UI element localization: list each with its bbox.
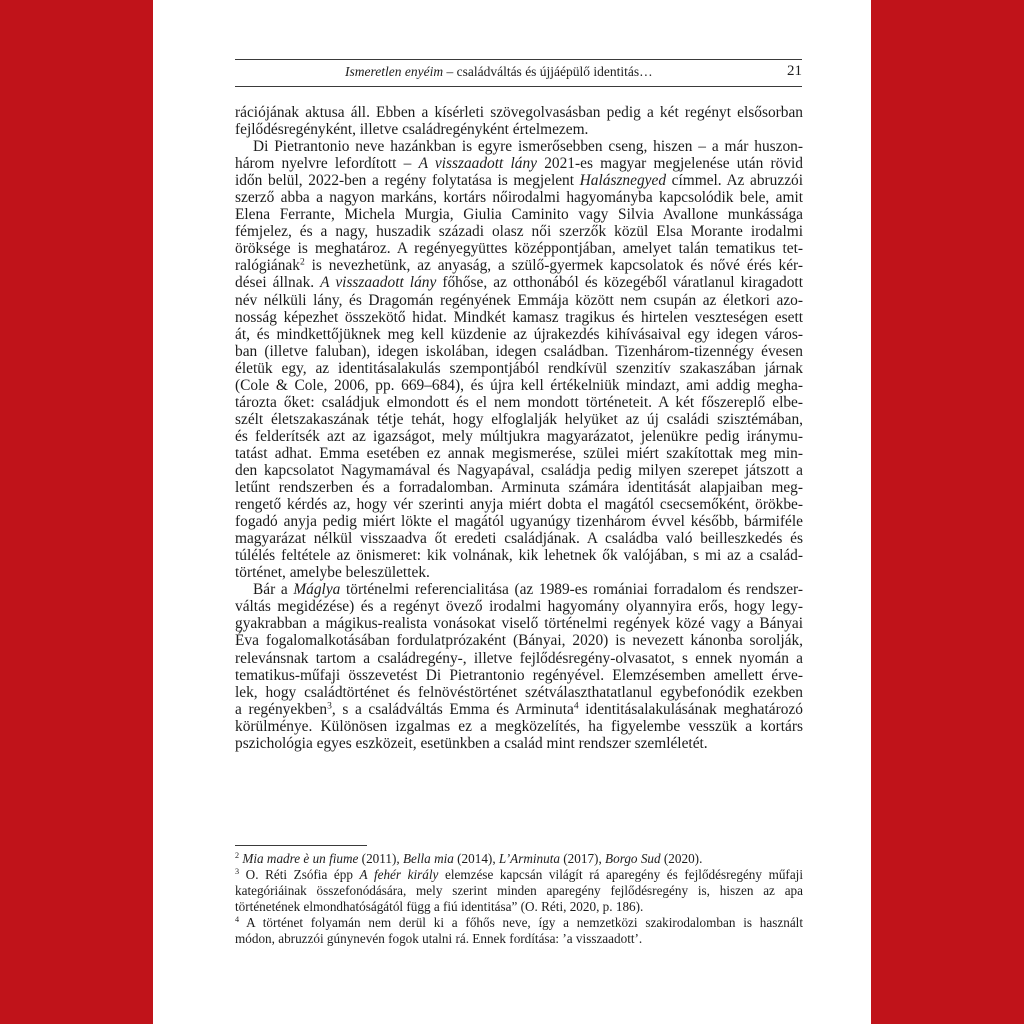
footnote-3-line: kategóriáinak összefonódására, mely szerint minden aparegény fejlődésregény is, hiszen az apa bbox=[235, 882, 803, 898]
running-title-italic: Ismeretlen enyéim bbox=[345, 64, 444, 79]
running-header bbox=[235, 59, 802, 87]
text-line: történet, amelybe beleszülettek. bbox=[235, 564, 430, 582]
text-line: életük egy, az identitásalakulás szempontjából rendkívül szenzitív szakaszában járnak bbox=[235, 359, 803, 377]
footnotes bbox=[235, 851, 803, 946]
footnote-number: 4 bbox=[235, 914, 240, 924]
text-line: tatást adhat. Emma esetében ez annak megismerése, szülei miért szakítottak meg min- bbox=[235, 444, 803, 462]
text-line: váltás megidézése) és a regényt övező irodalmi hagyomány olyannyira erős, hogy legy- bbox=[235, 598, 803, 616]
page-number: 21 bbox=[787, 63, 802, 79]
text-line: fogadó anyja pedig miért lökte el magától ugyanúgy tizenhárom évvel később, bármiféle bbox=[235, 513, 803, 531]
text-line: három nyelvre lefordított – A visszaadott lány 2021-es magyar megjelenése után rövid bbox=[235, 155, 803, 173]
book-title: A visszaadott lány bbox=[320, 274, 437, 292]
text-line: szerző abba a nagyon markáns, kortárs nőirodalmi hagyományba kapcsolódik bele, amit bbox=[235, 189, 803, 207]
text-line: ralógiának$^2$ is nevezhetünk, az anyaság, a szülő-gyermek kapcsolatok és nővé érés kér- bbox=[235, 256, 803, 275]
text-line: fejlődésregényként, illetve családregényként értelmezem. bbox=[235, 121, 589, 139]
text-line: és felderítsék azt az igazságot, mely múltjukra magyarázatot, jelenükre pedig iránymu- bbox=[235, 427, 803, 445]
text-line: át, és mindkettőjüknek meg kell küzdenie az újrakezdés kihívásaival egy idegen város- bbox=[235, 325, 803, 343]
text-line: a regényekben$^3$, s a családváltás Emma és Arminuta$^4$ identitásalakulásának meghatározó bbox=[235, 699, 803, 718]
text-line: Bár a Máglya történelmi referencialitása (az 1989-es romániai forradalom és rendszer- bbox=[253, 581, 803, 599]
text-line: relevánsnak tartom a családregény-, illetve fejlődésregény-olvasatot, s ennek nyomán a bbox=[235, 649, 803, 667]
text-line: tematikus-műfaji összevetést Di Pietrantonio regényével. Elemzésemben amellett érve- bbox=[235, 666, 803, 684]
footnote-3-line: történetének elmondhatóságától függ a fiú identitása” (O. Réti, 2020, p. 186). bbox=[235, 898, 644, 914]
text-line: dései állnak. A visszaadott lány főhőse, az otthonából és közegéből váratlanul kiragadott bbox=[235, 274, 803, 292]
text-line: időn belül, 2022-ben a regény folytatása is megjelent Halásznegyed címmel. Az abruzzói bbox=[235, 172, 804, 190]
text-line: ban (illetve faluban), idegen iskolában, idegen családban. Tizenhárom-tizennégy évesen bbox=[235, 342, 803, 360]
footnote-4-line: módon, abruzzói gúnynevén fogok utalni rá. Ennek fordítása: ’a visszaadott’. bbox=[235, 930, 643, 946]
text-line: den kapcsolatot Nagymamával és Nagyapával, családja pedig milyen szerepet játszott a bbox=[235, 461, 803, 479]
text-line: túlélés feltétele az önismeret: kik volnának, kik lehetnek ők valójában, s mi az a család- bbox=[235, 547, 803, 565]
text-line: tározta őket: családjuk elmondott és el nem mondott történeteit. A két főszereplő elbe- bbox=[235, 393, 803, 411]
footnote-number: 2 bbox=[235, 851, 240, 861]
running-title-rest: – családváltás és újjáépülő identitás… bbox=[443, 64, 653, 79]
text-line: gyakrabban a mágikus-realista vonásokat viselő történelmi regények közé vagy a Bányai bbox=[235, 615, 803, 633]
running-title bbox=[345, 64, 653, 80]
text-line: szélt életszakaszának tétje tehát, hogy elfoglalják helyüket az új családi szisztémában, bbox=[235, 410, 803, 428]
text-line: lek, hogy családtörténet és felnövéstörténet szétválaszthatatlanul egybefonódik ezekben bbox=[235, 683, 803, 701]
text-line: Éva fogalomalkotásában fordulatprózaként (Bányai, 2020) is nevezett kánonba sorolják, bbox=[235, 632, 803, 650]
footnote-divider bbox=[235, 845, 367, 846]
body-text bbox=[235, 104, 803, 752]
text-line: rációjának aktusa áll. Ebben a kísérleti szövegolvasásban pedig a két regényt elsősorban bbox=[235, 104, 803, 121]
text-line: magyarázat nélkül visszaadva őt eredeti családjának. A családba való beilleszkedés és bbox=[235, 530, 803, 548]
text-line: körülménye. Különösen izgalmas ez a megközelítés, ha figyelembe vesszük a kortárs bbox=[235, 717, 803, 735]
footnote-4: $^4$ A történet folyamán nem derül ki a főhős neve, így a nemzetközi szakirodalomban is használt bbox=[235, 914, 803, 930]
footnote-2: $^2$ Mia madre è un fiume (2011), Bella mia (2014), L’Arminuta (2017), Borgo Sud (2020). bbox=[235, 851, 703, 866]
book-page bbox=[153, 0, 871, 1024]
text-line: pszichológia egyes eszközeit, esetünkben a család mint rendszer szemléletét. bbox=[235, 734, 708, 752]
text-line: (Cole & Cole, 2006, pp. 669–684), és újra kell értékelniük mindazt, ami addig megha- bbox=[235, 376, 803, 394]
book-title: Máglya bbox=[293, 581, 341, 599]
book-title: A visszaadott lány bbox=[418, 155, 538, 173]
footnote-ref: 4 bbox=[573, 699, 579, 711]
footnote-ref: 2 bbox=[299, 256, 305, 268]
text-line: név nélküli lány, és Dragomán regényének Emmája között nem csupán az életkori azo- bbox=[235, 291, 803, 309]
text-line: Di Pietrantonio neve hazánkban is egyre ismerősebben cseng, hiszen – a már huszon- bbox=[253, 138, 803, 156]
text-line: Elena Ferrante, Michela Murgia, Giulia Caminito vagy Silvia Avallone munkássága bbox=[235, 206, 803, 224]
text-line: nosság képezhet összekötő hidat. Mindkét kamasz tragikus és hirtelen veszteségen esett bbox=[235, 308, 803, 326]
text-line: rengető kérdés az, hogy vér szerinti anyja miért dobta el magától csecsemőként, örökbe- bbox=[235, 496, 803, 514]
text-line: fémjelez, és a nagy, huszadik századi olasz női szerzők közül Elsa Morante irodalmi bbox=[235, 223, 803, 241]
footnote-3: $^3$ O. Réti Zsófia épp A fehér király elemzése kapcsán világít rá aparegény és fejlődésregény műfaji bbox=[235, 866, 803, 882]
text-line: öröksége is meghatároz. A regényegyüttes középpontjában, amelyet talán tematikus tet- bbox=[235, 240, 803, 258]
text-line: letűnt rendszerben és a forradalomban. Arminuta számára identitását alapjaiban meg- bbox=[235, 479, 803, 497]
footnote-ref: 3 bbox=[327, 699, 332, 711]
book-title: Halásznegyed bbox=[579, 172, 667, 190]
footnote-number: 3 bbox=[235, 867, 240, 876]
